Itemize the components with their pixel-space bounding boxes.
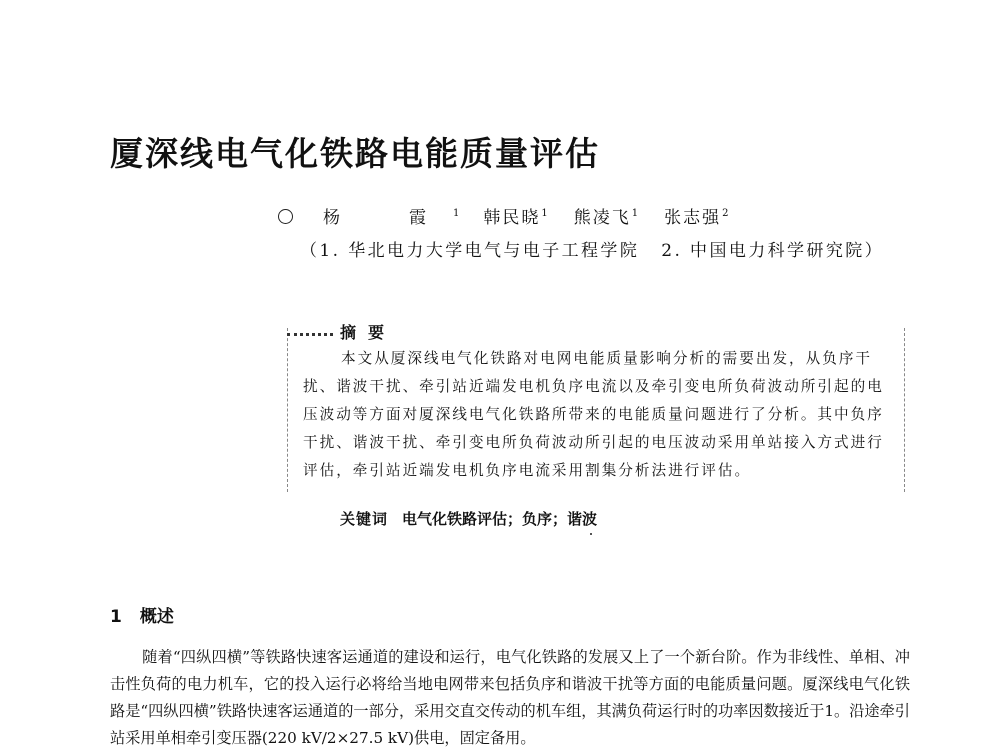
abstract-body: 本文从厦深线电气化铁路对电网电能质量影响分析的需要出发，从负序干扰、谐波干扰、牵引站近端发电机负序电流以及牵引变电所负荷波动所引起的电压波动等方面对厦深线电气化铁路所带来的电能质量问题进行了分析。其中负序干扰、谐波干扰、牵引变电所负荷波动所引起的电压波动采用单站接入方式进行评估，牵引站近端发电机负序电流采用割集分析法进行评估。 [303,350,884,479]
abstract-heading: 摘要 [340,323,397,342]
stray-dot [590,533,592,535]
section-body [110,644,910,752]
section-number: 1 [110,607,122,627]
author [664,203,728,228]
section-paragraph: 随着“四纵四横”等铁路快速客运通道的建设和运行，电气化铁路的发展又上了一个新台阶。作为非线性、单相、冲击性负荷的电力机车，它的投入运行必将给当地电网带来包括负序和谐波干扰等方面的电能质量问题。厦深线电气化铁路是“四纵四横”铁路快速客运通道的一部分，采用交直交传动的机车组，其满负荷运行时的功率因数接近于1。沿途牵引站采用单相牵引变压器(220 kV/2×27.5 kV)供电，固定备用。 [110,648,910,747]
author-name: 熊凌飞 [573,208,631,228]
author [574,203,638,228]
author-affiliation-mark: 1 [453,208,460,220]
affiliation-close: ） [864,241,885,261]
abstract-rule [287,333,333,336]
author-name: 韩民晓 [483,208,541,228]
author [483,203,547,228]
author-affiliation-mark: 2 [722,208,729,220]
affiliation-2: 2. 中国电力科学研究院 [661,241,865,261]
author-list [278,203,755,228]
author-affiliation-mark: 1 [631,208,639,220]
author-name: 杨 霞 [323,208,452,228]
section-heading [110,602,174,627]
author [323,203,459,228]
affiliation-open: （ [300,241,320,261]
author-name: 张志强 [664,208,722,228]
paper-title: 厦深线电气化铁路电能质量评估 [110,134,600,173]
keywords [340,508,597,529]
affiliation-1: 1. 华北电力大学电气与电子工程学院 [319,241,640,261]
circle-bullet-icon [278,209,293,224]
affiliations [300,236,884,261]
keywords-label: 关键词 [340,510,389,528]
abstract-text [303,345,899,485]
keywords-value: 电气化铁路评估；负序；谐波 [402,510,598,528]
author-affiliation-mark: 1 [541,208,548,220]
section-title: 概述 [139,607,174,627]
